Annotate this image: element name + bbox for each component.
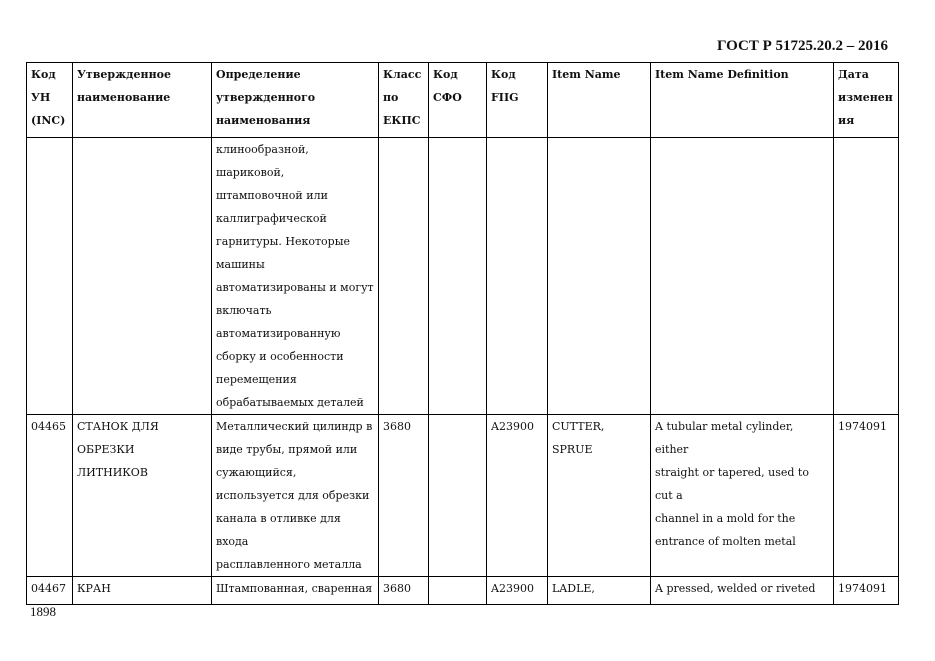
cell-definition: Металлический цилиндр в виде трубы, прямой или сужающийся, используется для обрезки канала в отливке для входа расплавленного металла — [212, 415, 379, 577]
cell-class: 3680 — [379, 577, 429, 605]
cell-item-name-definition: A tubular metal cylinder, either straight or tapered, used to cut a channel in a mold for the entrance of molten metal — [651, 415, 834, 577]
cell-fiig: A23900 — [487, 415, 548, 577]
cell-inc: 04467 — [27, 577, 73, 605]
col-header-date: Дата изменен ия — [834, 63, 899, 138]
cell-inc — [27, 138, 73, 415]
cell-approved-name — [73, 138, 212, 415]
col-header-definition: Определение утвержденного наименования — [212, 63, 379, 138]
cell-fiig — [487, 138, 548, 415]
cell-item-name — [548, 138, 651, 415]
cell-definition: Штампованная, сваренная — [212, 577, 379, 605]
cell-item-name-definition — [651, 138, 834, 415]
cell-date — [834, 138, 899, 415]
table-row — [27, 577, 899, 605]
col-header-sfo: Код СФО — [429, 63, 487, 138]
cell-item-name-definition: A pressed, welded or riveted — [651, 577, 834, 605]
cell-class — [379, 138, 429, 415]
cell-definition: клинообразной, шариковой, штамповочной или каллиграфической гарнитуры. Некоторые машины автоматизированы и могут включать автоматизированную сборку и особенности перемещения обрабатываемых деталей — [212, 138, 379, 415]
table-row — [27, 415, 899, 577]
col-header-fiig: Код FIIG — [487, 63, 548, 138]
cell-fiig: A23900 — [487, 577, 548, 605]
cell-inc: 04465 — [27, 415, 73, 577]
cell-sfo — [429, 577, 487, 605]
cell-date: 1974091 — [834, 577, 899, 605]
col-header-inc: Код УН (INC) — [27, 63, 73, 138]
page-number: 1898 — [30, 604, 56, 619]
cell-item-name: CUTTER, SPRUE — [548, 415, 651, 577]
cell-date: 1974091 — [834, 415, 899, 577]
table-header-row — [27, 63, 899, 138]
cell-approved-name: СТАНОК ДЛЯ ОБРЕЗКИ ЛИТНИКОВ — [73, 415, 212, 577]
document-standard-code: ГОСТ Р 51725.20.2 – 2016 — [716, 38, 888, 54]
col-header-item-name-definition: Item Name Definition — [651, 63, 834, 138]
cell-sfo — [429, 138, 487, 415]
nomenclature-table — [26, 62, 899, 605]
cell-sfo — [429, 415, 487, 577]
cell-item-name: LADLE, — [548, 577, 651, 605]
col-header-item-name: Item Name — [548, 63, 651, 138]
col-header-class: Класс по ЕКПС — [379, 63, 429, 138]
table-row-continuation — [27, 138, 899, 415]
col-header-approved-name: Утвержденное наименование — [73, 63, 212, 138]
cell-approved-name: КРАН — [73, 577, 212, 605]
cell-class: 3680 — [379, 415, 429, 577]
